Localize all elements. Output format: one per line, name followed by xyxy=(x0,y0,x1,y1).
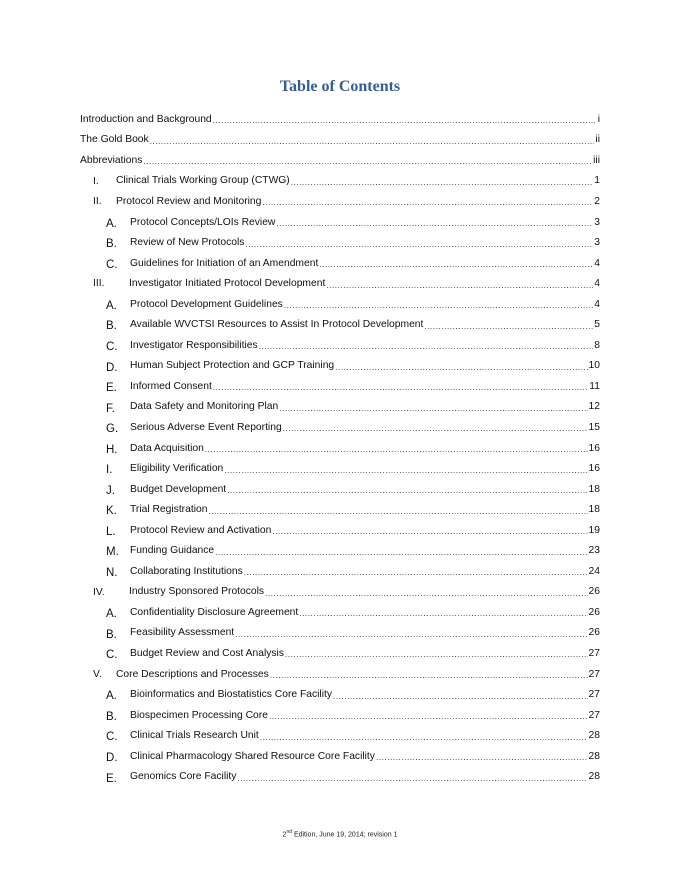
toc-entry-title[interactable]: Funding Guidance xyxy=(130,545,215,557)
toc-entry-label: II. xyxy=(93,196,102,208)
toc-dot-leader xyxy=(269,709,588,721)
toc-entry-label: J. xyxy=(106,484,115,497)
toc-entry-title[interactable]: Guidelines for Initiation of an Amendment xyxy=(130,257,319,269)
toc-entry-page: 3 xyxy=(594,216,600,228)
toc-entry-page: 18 xyxy=(588,483,600,495)
toc-dot-leader xyxy=(213,113,597,125)
toc-entry-page: 27 xyxy=(588,647,600,659)
toc-entry[interactable] xyxy=(80,705,600,726)
toc-entry[interactable] xyxy=(80,232,600,253)
toc-entry-label: F. xyxy=(106,402,115,415)
toc-dot-leader xyxy=(284,298,593,310)
toc-dot-leader xyxy=(227,483,587,495)
toc-entry[interactable] xyxy=(80,746,600,767)
toc-entry-label: E. xyxy=(106,772,117,785)
toc-entry-label: E. xyxy=(106,382,117,395)
edition-number: 2 xyxy=(282,831,287,839)
toc-entry[interactable] xyxy=(80,520,600,541)
toc-entry-page: 12 xyxy=(588,401,600,413)
toc-entry-title[interactable]: Trial Registration xyxy=(130,504,208,516)
toc-entry-page: 5 xyxy=(594,319,600,331)
toc-entry-page: 18 xyxy=(588,504,600,516)
toc-entry-label: C. xyxy=(106,258,118,271)
toc-dot-leader xyxy=(213,380,588,392)
toc-entry-title[interactable]: Biospecimen Processing Core xyxy=(130,709,268,721)
toc-entry-page: i xyxy=(597,113,600,125)
toc-entry-label: N. xyxy=(106,567,118,580)
toc-dot-leader xyxy=(265,586,587,598)
toc-entry-title[interactable]: Confidentiality Disclosure Agreement xyxy=(130,606,299,618)
toc-dot-leader xyxy=(276,216,593,228)
toc-dot-leader xyxy=(333,689,588,701)
toc-entry-page: 26 xyxy=(588,606,600,618)
toc-entry[interactable] xyxy=(80,253,600,274)
toc-dot-leader xyxy=(215,545,587,557)
toc-entry-title[interactable]: Budget Development xyxy=(130,483,227,495)
toc-dot-leader xyxy=(424,319,593,331)
toc-entry-label: A. xyxy=(106,608,117,621)
toc-entry[interactable] xyxy=(80,417,600,438)
toc-entry-title[interactable]: Serious Adverse Event Reporting xyxy=(130,421,282,433)
toc-entry-title[interactable]: Bioinformatics and Biostatistics Core Facility xyxy=(130,689,333,701)
toc-entry[interactable] xyxy=(80,130,600,151)
toc-entry-title[interactable]: Clinical Pharmacology Shared Resource Core Facility xyxy=(130,750,375,762)
toc-entry[interactable] xyxy=(80,602,600,623)
toc-entry-label: B. xyxy=(106,238,117,251)
toc-entry[interactable] xyxy=(80,191,600,212)
toc-entry-title[interactable]: Informed Consent xyxy=(130,380,212,392)
toc-dot-leader xyxy=(279,401,587,413)
toc-entry-label: III. xyxy=(93,278,105,290)
table-of-contents xyxy=(80,109,600,787)
toc-entry-page: 4 xyxy=(594,278,600,290)
toc-entry-title[interactable]: Budget Review and Cost Analysis xyxy=(130,647,284,659)
toc-entry-title[interactable]: Industry Sponsored Protocols xyxy=(129,586,265,598)
toc-entry-title[interactable]: Protocol Review and Monitoring xyxy=(116,195,262,207)
toc-entry-label: L. xyxy=(106,525,116,538)
toc-dot-leader xyxy=(299,606,587,618)
toc-entry-label: C. xyxy=(106,341,118,354)
toc-entry-title[interactable]: The Gold Book xyxy=(80,134,149,146)
toc-entry-title[interactable]: Available WVCTSI Resources to Assist In Protocol Development xyxy=(130,319,424,331)
toc-entry[interactable] xyxy=(80,335,600,356)
page-footer xyxy=(0,829,680,838)
toc-entry[interactable] xyxy=(80,561,600,582)
toc-entry[interactable] xyxy=(80,684,600,705)
toc-entry-title[interactable]: Data Safety and Monitoring Plan xyxy=(130,401,279,413)
toc-entry-page: 27 xyxy=(588,689,600,701)
toc-entry[interactable] xyxy=(80,499,600,520)
toc-entry-title[interactable]: Core Descriptions and Processes xyxy=(116,668,269,680)
toc-entry-label: A. xyxy=(106,217,117,230)
toc-dot-leader xyxy=(235,627,587,639)
toc-entry[interactable] xyxy=(80,582,600,603)
toc-entry-page: 4 xyxy=(594,298,600,310)
toc-entry[interactable] xyxy=(80,767,600,788)
toc-entry[interactable] xyxy=(80,273,600,294)
toc-dot-leader xyxy=(319,257,593,269)
toc-entry-label: B. xyxy=(106,320,117,333)
toc-entry-title[interactable]: Protocol Development Guidelines xyxy=(130,298,283,310)
toc-entry-page: 28 xyxy=(588,750,600,762)
toc-dot-leader xyxy=(326,278,593,290)
toc-entry-label: I. xyxy=(106,464,113,477)
toc-entry-page: 1 xyxy=(594,175,600,187)
toc-dot-leader xyxy=(270,668,588,680)
footer-text: Edition, June 19, 2014; revision 1 xyxy=(292,831,398,839)
toc-entry-page: 23 xyxy=(588,545,600,557)
toc-entry-label: M. xyxy=(106,546,119,559)
edition-suffix: nd xyxy=(286,829,292,835)
toc-dot-leader xyxy=(262,195,593,207)
toc-entry-title[interactable]: Investigator Responsibilities xyxy=(130,339,258,351)
toc-entry-page: 3 xyxy=(594,237,600,249)
toc-dot-leader xyxy=(335,360,587,372)
toc-dot-leader xyxy=(205,442,588,454)
toc-entry-title[interactable]: Data Acquisition xyxy=(130,442,204,454)
toc-entry-page: 26 xyxy=(588,586,600,598)
toc-entry-page: 11 xyxy=(589,380,600,392)
toc-entry-label: A. xyxy=(106,299,117,312)
toc-entry-page: 26 xyxy=(588,627,600,639)
toc-entry-page: 10 xyxy=(588,360,600,372)
toc-dot-leader xyxy=(143,154,592,166)
toc-dot-leader xyxy=(272,524,587,536)
toc-entry[interactable] xyxy=(80,458,600,479)
toc-dot-leader xyxy=(260,730,588,742)
toc-entry-page: 19 xyxy=(588,524,600,536)
toc-dot-leader xyxy=(237,771,587,783)
toc-entry-label: A. xyxy=(106,690,117,703)
toc-entry[interactable] xyxy=(80,643,600,664)
toc-entry-page: 16 xyxy=(588,442,600,454)
toc-entry-label: D. xyxy=(106,361,118,374)
toc-entry[interactable] xyxy=(80,623,600,644)
toc-entry-label: C. xyxy=(106,649,118,662)
toc-entry-page: 28 xyxy=(588,730,600,742)
toc-dot-leader xyxy=(245,237,593,249)
toc-entry[interactable] xyxy=(80,397,600,418)
toc-entry[interactable] xyxy=(80,212,600,233)
toc-entry[interactable] xyxy=(80,725,600,746)
toc-entry-label: H. xyxy=(106,443,118,456)
toc-entry-title[interactable]: Investigator Initiated Protocol Development xyxy=(129,278,326,290)
toc-entry-page: 2 xyxy=(594,195,600,207)
toc-entry[interactable] xyxy=(80,479,600,500)
toc-entry-page: iii xyxy=(593,154,600,166)
toc-dot-leader xyxy=(150,134,595,146)
toc-entry-label: G. xyxy=(106,423,119,436)
toc-entry-label: D. xyxy=(106,751,118,764)
toc-entry[interactable] xyxy=(80,664,600,685)
toc-entry-label: B. xyxy=(106,628,117,641)
toc-entry[interactable] xyxy=(80,438,600,459)
toc-entry-page: ii xyxy=(595,134,600,146)
toc-entry[interactable] xyxy=(80,314,600,335)
toc-entry-title[interactable]: Introduction and Background xyxy=(80,113,212,125)
toc-dot-leader xyxy=(376,750,588,762)
toc-entry-title[interactable]: Human Subject Protection and GCP Training xyxy=(130,360,335,372)
toc-entry-title[interactable]: Feasibility Assessment xyxy=(130,627,235,639)
toc-entry[interactable] xyxy=(80,109,600,130)
toc-entry-page: 28 xyxy=(588,771,600,783)
toc-entry-label: IV. xyxy=(93,586,105,598)
toc-entry-label: C. xyxy=(106,731,118,744)
toc-entry-page: 4 xyxy=(594,257,600,269)
toc-dot-leader xyxy=(291,175,594,187)
toc-dot-leader xyxy=(244,565,588,577)
toc-entry[interactable] xyxy=(80,294,600,315)
toc-entry[interactable] xyxy=(80,171,600,192)
toc-entry[interactable] xyxy=(80,150,600,171)
toc-entry-title[interactable]: Genomics Core Facility xyxy=(130,771,237,783)
toc-entry-title[interactable]: Protocol Concepts/LOIs Review xyxy=(130,216,276,228)
toc-entry-title[interactable]: Eligibility Verification xyxy=(130,463,224,475)
toc-entry-label: K. xyxy=(106,505,117,518)
toc-entry-page: 24 xyxy=(588,565,600,577)
toc-dot-leader xyxy=(208,504,587,516)
toc-entry-page: 15 xyxy=(588,421,600,433)
toc-entry-label: V. xyxy=(93,668,102,680)
toc-entry-title[interactable]: Abbreviations xyxy=(80,154,143,166)
toc-dot-leader xyxy=(283,421,588,433)
toc-entry-label: B. xyxy=(106,710,117,723)
toc-entry-title[interactable]: Review of New Protocols xyxy=(130,237,245,249)
toc-entry-title[interactable]: Clinical Trials Working Group (CTWG) xyxy=(116,175,290,187)
page-title: Table of Contents xyxy=(279,78,401,95)
toc-dot-leader xyxy=(259,339,594,351)
toc-dot-leader xyxy=(224,463,587,475)
toc-entry-page: 27 xyxy=(588,668,600,680)
toc-entry[interactable] xyxy=(80,356,600,377)
toc-dot-leader xyxy=(285,647,588,659)
toc-entry-page: 16 xyxy=(588,463,600,475)
toc-entry-title[interactable]: Protocol Review and Activation xyxy=(130,524,272,536)
toc-entry-page: 8 xyxy=(594,339,600,351)
toc-entry-label: I. xyxy=(93,175,99,187)
toc-entry-title[interactable]: Clinical Trials Research Unit xyxy=(130,730,259,742)
toc-entry[interactable] xyxy=(80,376,600,397)
toc-entry-title[interactable]: Collaborating Institutions xyxy=(130,565,243,577)
toc-entry-page: 27 xyxy=(588,709,600,721)
toc-entry[interactable] xyxy=(80,540,600,561)
